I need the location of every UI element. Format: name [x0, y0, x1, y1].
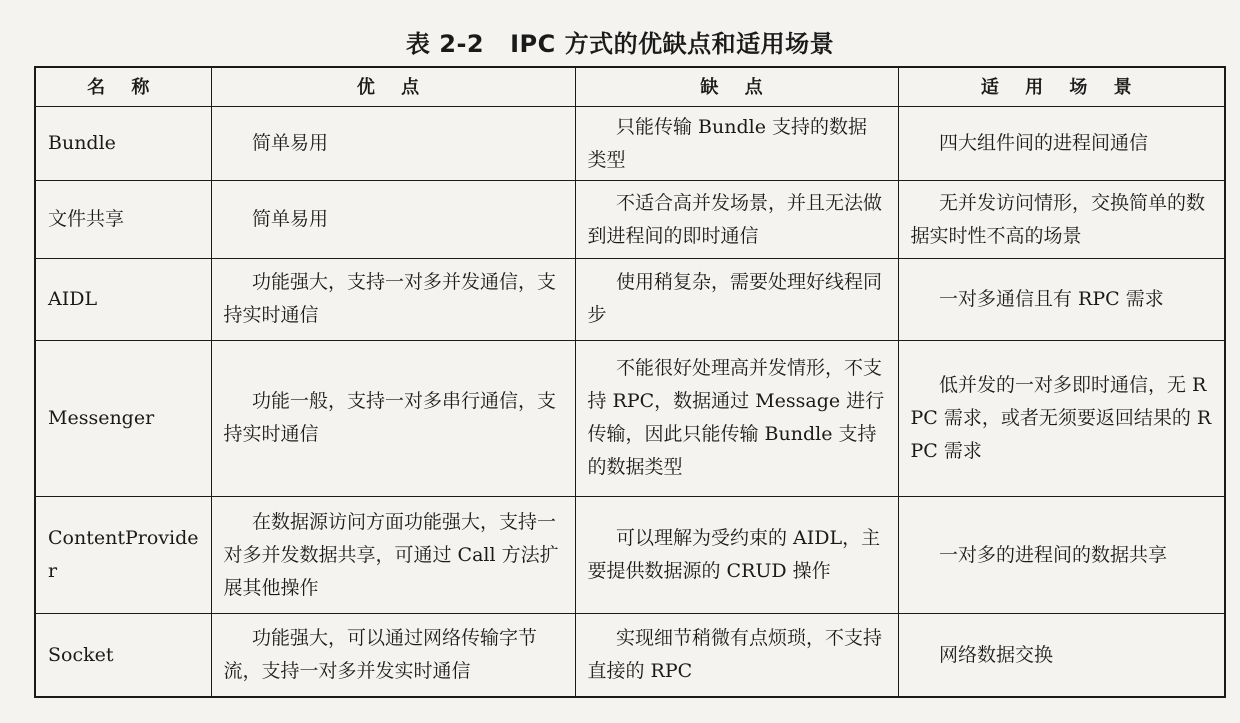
cell-scenarios-text: 无并发访问情形，交换简单的数据实时性不高的场景	[910, 191, 1206, 247]
cell-name: 文件共享	[35, 181, 211, 259]
cell-scenarios	[898, 614, 1225, 698]
cell-disadvantages-text: 使用稍复杂，需要处理好线程同步	[587, 271, 883, 327]
cell-disadvantages	[575, 340, 898, 496]
cell-advantages	[211, 107, 575, 181]
cell-disadvantages-text: 不能很好处理高并发情形，不支持 RPC，数据通过 Message 进行传输，因此只能传输 Bundle 支持的数据类型	[587, 357, 885, 479]
header-disadvantages: 缺 点	[575, 67, 898, 107]
table-row	[35, 181, 1225, 259]
cell-disadvantages	[575, 259, 898, 340]
cell-disadvantages	[575, 614, 898, 698]
caption-title: IPC 方式的优缺点和适用场景	[510, 30, 835, 58]
cell-scenarios	[898, 497, 1225, 614]
cell-disadvantages	[575, 107, 898, 181]
cell-scenarios	[898, 181, 1225, 259]
table-caption	[0, 24, 1240, 59]
cell-scenarios-text: 一对多通信且有 RPC 需求	[939, 287, 1164, 310]
cell-scenarios-text: 一对多的进程间的数据共享	[939, 543, 1168, 566]
cell-name: ContentProvider	[35, 497, 211, 614]
cell-name: Bundle	[35, 107, 211, 181]
cell-scenarios	[898, 259, 1225, 340]
table-row	[35, 107, 1225, 181]
cell-scenarios-text: 网络数据交换	[939, 643, 1054, 666]
header-name: 名 称	[35, 67, 211, 107]
cell-disadvantages-text: 可以理解为受约束的 AIDL，主要提供数据源的 CRUD 操作	[587, 527, 881, 583]
table-row	[35, 614, 1225, 698]
cell-name: Messenger	[35, 340, 211, 496]
cell-name: Socket	[35, 614, 211, 698]
cell-advantages	[211, 340, 575, 496]
cell-advantages-text: 简单易用	[252, 132, 329, 155]
cell-advantages-text: 功能一般，支持一对多串行通信，支持实时通信	[223, 390, 557, 446]
cell-scenarios-text: 四大组件间的进程间通信	[939, 132, 1149, 155]
cell-advantages-text: 简单易用	[252, 208, 329, 231]
cell-scenarios	[898, 340, 1225, 496]
header-scenarios: 适 用 场 景	[898, 67, 1225, 107]
cell-disadvantages-text: 只能传输 Bundle 支持的数据类型	[587, 115, 867, 171]
table-row	[35, 340, 1225, 496]
cell-disadvantages	[575, 497, 898, 614]
table-row	[35, 497, 1225, 614]
cell-scenarios-text: 低并发的一对多即时通信，无 RPC 需求，或者无须要返回结果的 RPC 需求	[910, 373, 1212, 462]
cell-advantages	[211, 497, 575, 614]
cell-advantages	[211, 181, 575, 259]
ipc-comparison-table	[34, 66, 1226, 698]
cell-advantages-text: 功能强大，支持一对多并发通信，支持实时通信	[223, 271, 557, 327]
header-row	[35, 67, 1225, 107]
cell-scenarios	[898, 107, 1225, 181]
cell-disadvantages-text: 不适合高并发场景，并且无法做到进程间的即时通信	[587, 191, 883, 247]
cell-advantages	[211, 259, 575, 340]
cell-disadvantages-text: 实现细节稍微有点烦琐，不支持直接的 RPC	[587, 627, 883, 682]
cell-advantages	[211, 614, 575, 698]
table-row	[35, 259, 1225, 340]
cell-advantages-text: 功能强大，可以通过网络传输字节流，支持一对多并发实时通信	[223, 627, 538, 682]
cell-disadvantages	[575, 181, 898, 259]
header-advantages: 优 点	[211, 67, 575, 107]
cell-name: AIDL	[35, 259, 211, 340]
cell-advantages-text: 在数据源访问方面功能强大，支持一对多并发数据共享，可通过 Call 方法扩展其他操作	[223, 510, 559, 599]
caption-number: 表 2-2	[405, 30, 485, 58]
